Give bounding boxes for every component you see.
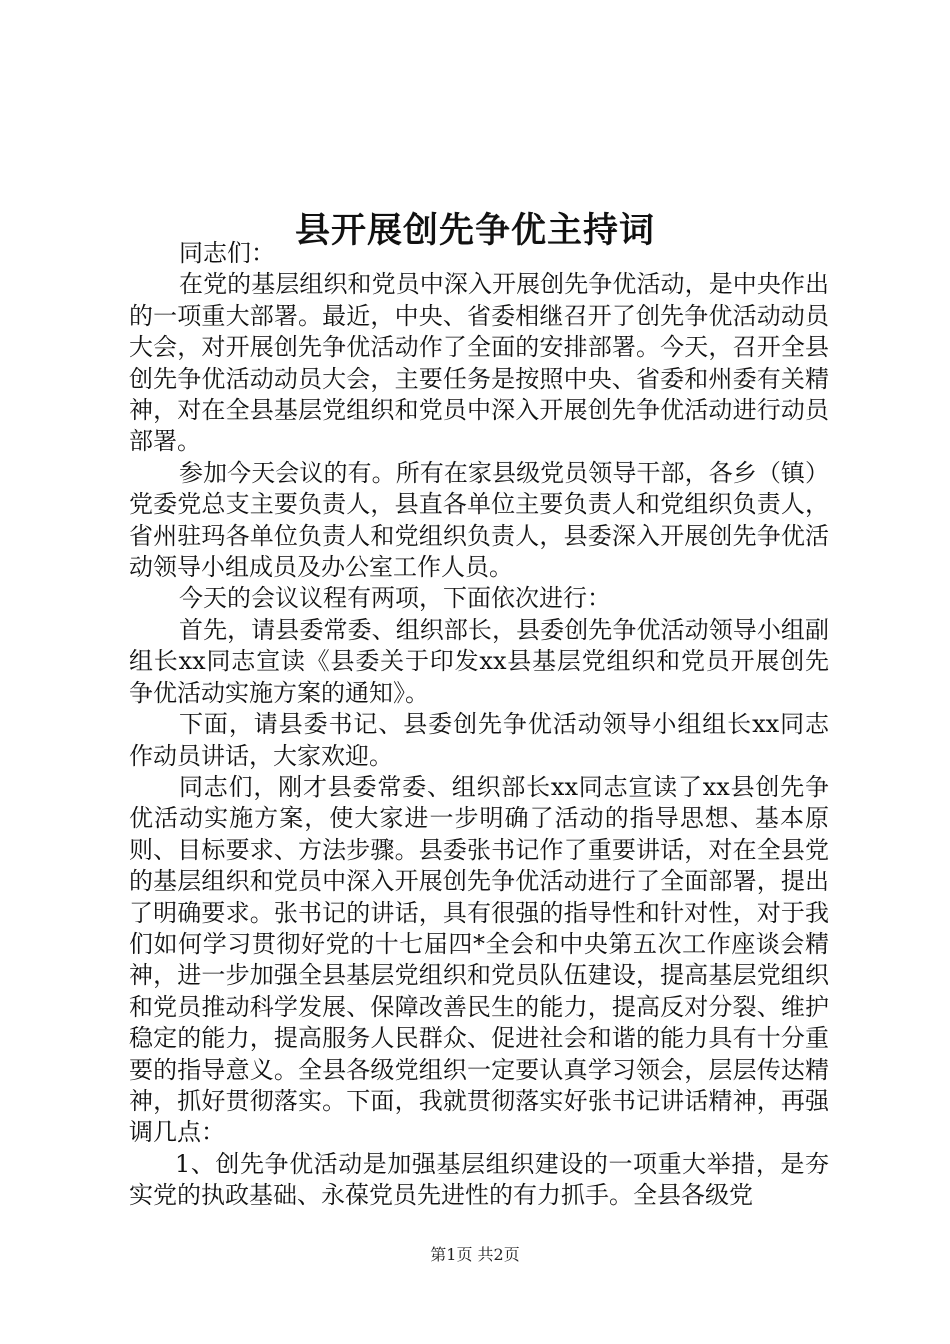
paragraph-intro: 在党的基层组织和党员中深入开展创先争优活动，是中央作出的一项重大部署。最近，中央、省委相继召开了创先争优活动动员大会，对开展创先争优活动作了全面的安排部署。今天，召开全县创先争优活动动员大会，主要任务是按照中央、省委和州委有关精神，对在全县基层党组织和党员中深入开展创先争优活动进行动员部署。 — [129, 270, 829, 456]
paragraph-agenda-item-1: 首先，请县委常委、组织部长，县委创先争优活动领导小组副组长xx同志宣读《县委关于印发xx县基层党组织和党员开展创先争优活动实施方案的通知》。 — [129, 615, 829, 707]
paragraph-attendees: 参加今天会议的有。所有在家县级党员领导干部，各乡（镇）党委党总支主要负责人，县直各单位主要负责人和党组织负责人，省州驻玛各单位负责人和党组织负责人，县委深入开展创先争优活动领导小组成员及办公室工作人员。 — [129, 458, 829, 582]
paragraph-point-1: 1、创先争优活动是加强基层组织建设的一项重大举措，是夯实党的执政基础、永葆党员先进性的有力抓手。全县各级党 — [129, 1149, 829, 1210]
page-footer: 第1页 共2页 — [430, 1245, 520, 1264]
document-body — [129, 238, 829, 1212]
paragraph-summary: 同志们，刚才县委常委、组织部长xx同志宣读了xx县创先争优活动实施方案，使大家进一步明确了活动的指导思想、基本原则、目标要求、方法步骤。县委张书记作了重要讲话，对在全县党的基层组织和党员中深入开展创先争优活动进行了全面部署，提出了明确要求。张书记的讲话，具有很强的指导性和针对性，对于我们如何学习贯彻好党的十七届四*全会和中央第五次工作座谈会精神，进一步加强全县基层党组织和党员队伍建设，提高基层党组织和党员推动科学发展、保障改善民生的能力，提高反对分裂、维护稳定的能力，提高服务人民群众、促进社会和谐的能力具有十分重要的指导意义。全县各级党组织一定要认真学习领会，层层传达精神，抓好贯彻落实。下面，我就贯彻落实好张书记讲话精神，再强调几点： — [129, 772, 829, 1147]
paragraph-agenda: 今天的会议议程有两项，下面依次进行： — [179, 584, 611, 613]
paragraph-salutation: 同志们： — [179, 239, 275, 267]
paragraph-agenda-item-2: 下面，请县委书记、县委创先争优活动领导小组组长xx同志作动员讲话，大家欢迎。 — [129, 710, 829, 770]
document-title: 县开展创先争优主持词 — [294, 210, 655, 252]
